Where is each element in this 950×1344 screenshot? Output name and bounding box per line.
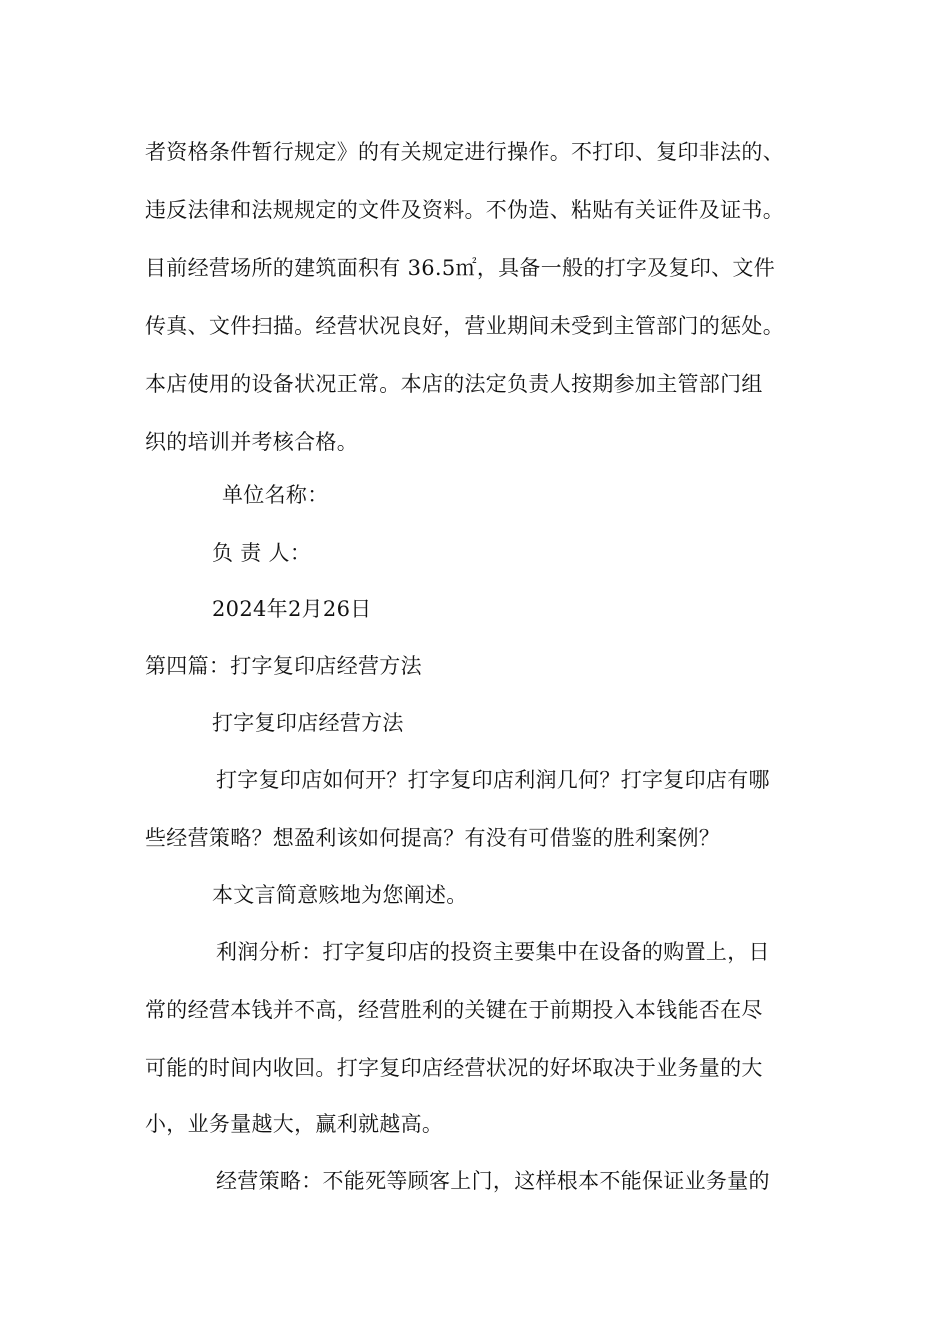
section-heading: 第四篇：打字复印店经营方法	[145, 654, 422, 678]
profit-analysis-line: 常的经营本钱并不高，经营胜利的关键在于前期投入本钱能否在尽	[145, 998, 763, 1022]
paragraph-line: 目前经营场所的建筑面积有 36.5㎡，具备一般的打字及复印、文件	[145, 256, 776, 280]
profit-analysis-line: 利润分析：打字复印店的投资主要集中在设备的购置上，日	[216, 940, 770, 964]
paragraph-line: 本店使用的设备状况正常。本店的法定负责人按期参加主管部门组	[145, 372, 763, 396]
paragraph-line: 违反法律和法规规定的文件及资料。不伪造、粘贴有关证件及证书。	[145, 198, 784, 222]
responsible-person-label: 负 责 人：	[212, 541, 312, 565]
signature-date: 2024年2月26日	[212, 597, 372, 621]
intro-line: 些经营策略？想盈利该如何提高？有没有可借鉴的胜利案例？	[145, 826, 721, 850]
unit-name-label: 单位名称：	[222, 483, 329, 507]
paragraph-line: 织的培训并考核合格。	[145, 430, 358, 454]
paragraph-line: 者资格条件暂行规定》的有关规定进行操作。不打印、复印非法的、	[145, 140, 784, 164]
intro-line: 打字复印店如何开？打字复印店利润几何？打字复印店有哪	[216, 768, 770, 792]
profit-analysis-line: 小，业务量越大，赢利就越高。	[145, 1112, 444, 1136]
section-subtitle: 打字复印店经营方法	[212, 711, 404, 735]
intro-summary: 本文言简意赅地为您阐述。	[212, 883, 468, 907]
paragraph-line: 传真、文件扫描。经营状况良好，营业期间未受到主管部门的惩处。	[145, 314, 784, 338]
profit-analysis-line: 可能的时间内收回。打字复印店经营状况的好坏取决于业务量的大	[145, 1056, 763, 1080]
strategy-line: 经营策略：不能死等顾客上门，这样根本不能保证业务量的	[216, 1169, 770, 1193]
